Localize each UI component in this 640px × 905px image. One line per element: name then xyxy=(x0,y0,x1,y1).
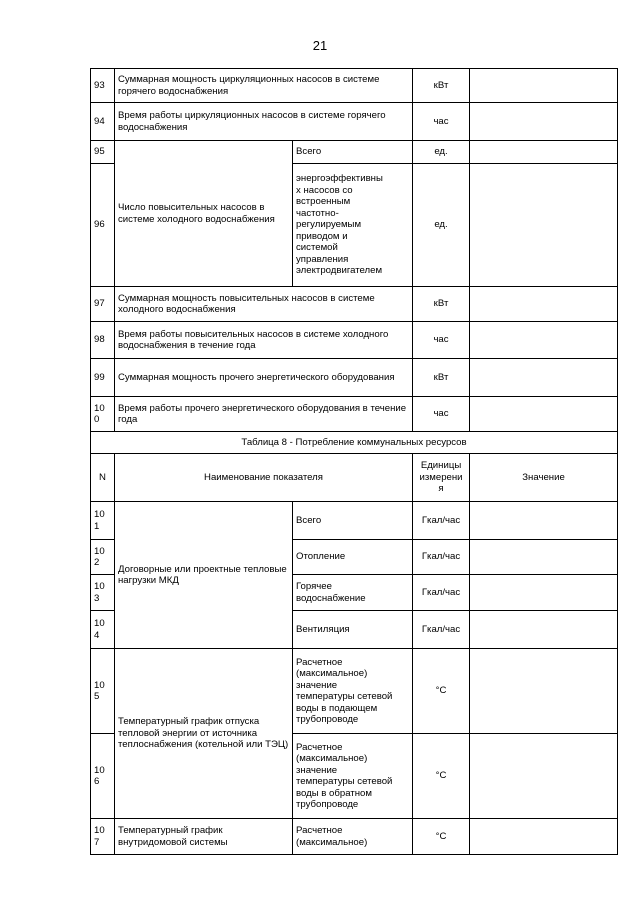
unit-cell: Гкал/час xyxy=(413,502,470,540)
sub-indicator: Вентиляция xyxy=(293,611,413,649)
value-cell xyxy=(470,287,618,322)
unit-cell: кВт xyxy=(413,359,470,397)
header-value: Значение xyxy=(470,454,618,502)
value-cell xyxy=(470,502,618,540)
row-number: 10 2 xyxy=(91,540,115,575)
table-row xyxy=(91,103,618,141)
unit-cell: °С xyxy=(413,649,470,734)
row-number: 10 3 xyxy=(91,575,115,611)
sub-indicator: энергоэффективны х насосов со встроенным частотно- регулируемым приводом и системой управления электродвигателем xyxy=(293,164,413,287)
value-cell xyxy=(470,540,618,575)
sub-indicator: Всего xyxy=(293,141,413,164)
unit-cell: Гкал/час xyxy=(413,540,470,575)
unit-cell: ед. xyxy=(413,141,470,164)
value-cell xyxy=(470,611,618,649)
page-number: 21 xyxy=(312,38,328,53)
indicator-name: Температурный график отпуска тепловой энергии от источника теплоснабжения (котельной или ТЭЦ) xyxy=(115,649,293,819)
unit-cell: кВт xyxy=(413,287,470,322)
row-number: 10 5 xyxy=(91,649,115,734)
value-cell xyxy=(470,734,618,819)
indicator-name: Договорные или проектные тепловые нагрузки МКД xyxy=(115,502,293,649)
table-row xyxy=(91,819,618,855)
row-number: 10 0 xyxy=(91,397,115,432)
row-number: 99 xyxy=(91,359,115,397)
indicator-name: Число повысительных насосов в системе холодного водоснабжения xyxy=(115,141,293,287)
row-number: 98 xyxy=(91,322,115,359)
header-number: N xyxy=(91,454,115,502)
unit-cell: °С xyxy=(413,734,470,819)
row-number: 94 xyxy=(91,103,115,141)
sub-indicator: Отопление xyxy=(293,540,413,575)
unit-cell: час xyxy=(413,103,470,141)
value-cell xyxy=(470,141,618,164)
unit-cell: кВт xyxy=(413,69,470,103)
indicator-name: Время работы прочего энергетического оборудования в течение года xyxy=(115,397,413,432)
row-number: 10 6 xyxy=(91,734,115,819)
value-cell xyxy=(470,69,618,103)
unit-cell: Гкал/час xyxy=(413,611,470,649)
table-row xyxy=(91,141,618,164)
value-cell xyxy=(470,359,618,397)
indicators-table xyxy=(90,68,618,855)
sub-indicator: Расчетное (максимальное) значение температуры сетевой воды в обратном трубопроводе xyxy=(293,734,413,819)
sub-indicator: Горячее водоснабжение xyxy=(293,575,413,611)
row-number: 93 xyxy=(91,69,115,103)
row-number: 97 xyxy=(91,287,115,322)
value-cell xyxy=(470,322,618,359)
table-row xyxy=(91,397,618,432)
sub-indicator: Расчетное (максимальное) значение температуры сетевой воды в подающем трубопроводе xyxy=(293,649,413,734)
table-row xyxy=(91,322,618,359)
value-cell xyxy=(470,397,618,432)
value-cell xyxy=(470,164,618,287)
row-number: 95 xyxy=(91,141,115,164)
table-caption: Таблица 8 - Потребление коммунальных ресурсов xyxy=(91,432,618,454)
unit-cell: °С xyxy=(413,819,470,855)
sub-indicator: Расчетное (максимальное) xyxy=(293,819,413,855)
table-row xyxy=(91,287,618,322)
indicator-name: Суммарная мощность повысительных насосов в системе холодного водоснабжения xyxy=(115,287,413,322)
value-cell xyxy=(470,649,618,734)
row-number: 10 7 xyxy=(91,819,115,855)
value-cell xyxy=(470,575,618,611)
sub-indicator: Всего xyxy=(293,502,413,540)
table-row xyxy=(91,502,618,540)
row-number: 96 xyxy=(91,164,115,287)
row-number: 10 1 xyxy=(91,502,115,540)
indicator-name: Температурный график внутридомовой системы xyxy=(115,819,293,855)
table-header-row xyxy=(91,454,618,502)
indicator-name: Время работы циркуляционных насосов в системе горячего водоснабжения xyxy=(115,103,413,141)
value-cell xyxy=(470,103,618,141)
value-cell xyxy=(470,819,618,855)
table-row xyxy=(91,649,618,734)
row-number: 10 4 xyxy=(91,611,115,649)
unit-cell: час xyxy=(413,397,470,432)
unit-cell: ед. xyxy=(413,164,470,287)
unit-cell: Гкал/час xyxy=(413,575,470,611)
header-indicator-name: Наименование показателя xyxy=(115,454,413,502)
table-caption-row xyxy=(91,432,618,454)
table-row xyxy=(91,359,618,397)
unit-cell: час xyxy=(413,322,470,359)
indicator-name: Суммарная мощность циркуляционных насосов в системе горячего водоснабжения xyxy=(115,69,413,103)
table-row xyxy=(91,69,618,103)
indicator-name: Суммарная мощность прочего энергетического оборудования xyxy=(115,359,413,397)
header-unit: Единицы измерени я xyxy=(413,454,470,502)
indicator-name: Время работы повысительных насосов в системе холодного водоснабжения в течение года xyxy=(115,322,413,359)
